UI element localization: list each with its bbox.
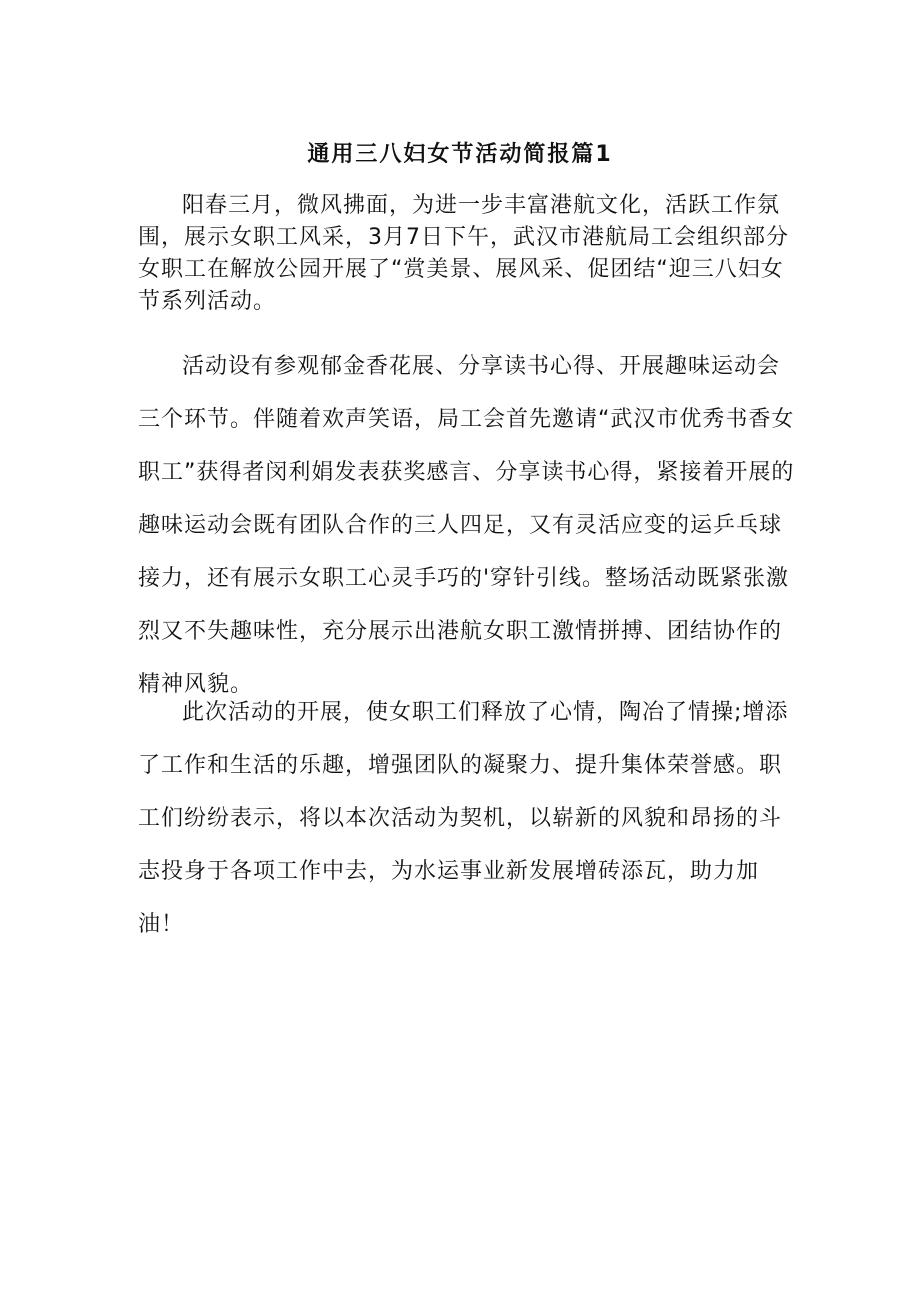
paragraph-3: 此次活动的开展，使女职工们释放了心情，陶冶了情操;增添了工作和生活的乐趣，增强团队的凝聚力、提升集体荣誉感。职工们纷纷表示，将以本次活动为契机，以崭新的风貌和昂扬的斗志投身于各项工作中去，为水运事业新发展增砖添瓦，助力加油！ (138, 700, 789, 937)
paragraph-2: 活动设有参观郁金香花展、分享读书心得、开展趣味运动会三个环节。伴随着欢声笑语，局工会首先邀请“武汉市优秀书香女职工”获得者闵利娟发表获奖感言、分享读书心得，紧接着开展的趣味运动会既有团队合作的三人四足，又有灵活应变的运乒乓球接力，还有展示女职工心灵手巧的'穿针引线。整场活动既紧张激烈又不失趣味性，充分展示出港航女职工激情拼搏、团结协作的精神风貌。 (138, 354, 795, 697)
document-title: 通用三八妇女节活动简报篇1 (307, 142, 613, 167)
paragraph-1: 阳春三月，微风拂面，为进一步丰富港航文化，活跃工作氛围，展示女职工风采，3月7日下午，武汉市港航局工会组织部分女职工在解放公园开展了“赏美景、展风采、促团结“迎三八妇女节系列活动。 (138, 193, 789, 314)
